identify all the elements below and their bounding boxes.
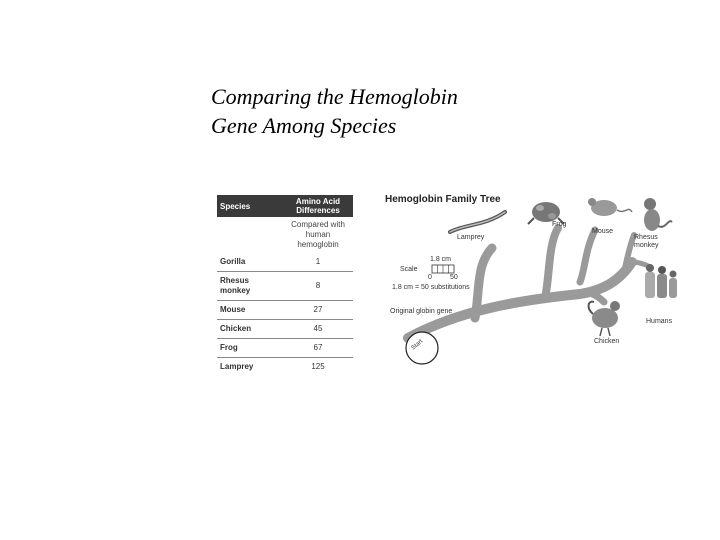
chicken-branch (590, 293, 604, 302)
header-species: Species (217, 195, 283, 217)
title-line-2: Gene Among Species (211, 113, 397, 138)
label-original-globin-gene: Original globin gene (390, 308, 453, 315)
lamprey-icon (450, 212, 505, 232)
chicken-icon (589, 301, 620, 336)
scale-length-label: 1.8 cm (430, 256, 452, 263)
hemoglobin-family-tree (380, 190, 680, 365)
amino-acid-table (217, 195, 353, 376)
label-humans: Humans (646, 318, 673, 325)
mouse-branch (580, 230, 595, 282)
value-cell: 1 (283, 253, 353, 272)
scale-label: Scale (400, 266, 418, 273)
rhesus-monkey-icon (644, 198, 672, 231)
species-cell: Chicken (217, 320, 283, 339)
table-row (217, 272, 353, 301)
circle-start-label: Start (410, 338, 425, 352)
frog-branch (545, 228, 558, 298)
value-cell: 125 (311, 362, 325, 371)
scale-note: 1.8 cm = 50 substitutions (392, 284, 470, 291)
table-row (217, 320, 353, 339)
slide-title (211, 82, 591, 140)
species-cell: Rhesus monkey (217, 272, 283, 301)
scale-tick-50: 50 (450, 274, 458, 281)
tree-title: Hemoglobin Family Tree (385, 194, 501, 205)
header-differences-line2: Differences (296, 206, 340, 215)
table-header-row (217, 195, 353, 217)
scale-tick-0: 0 (428, 274, 432, 281)
table-row (217, 253, 353, 272)
humans-icon (645, 264, 677, 298)
label-lamprey: Lamprey (457, 234, 485, 241)
species-cell: Lamprey (220, 362, 254, 371)
table-row (217, 339, 353, 358)
label-frog: Frog (552, 221, 567, 228)
value-cell: 45 (283, 320, 353, 339)
header-differences-line1: Amino Acid (295, 197, 341, 206)
table-subheader-row (217, 217, 353, 253)
species-cell: Mouse (217, 301, 283, 320)
mouse-icon (588, 198, 632, 216)
title-line-1: Comparing the Hemoglobin (211, 84, 458, 109)
tree-drawing (380, 190, 680, 365)
species-cell: Frog (217, 339, 283, 358)
scale-bar (432, 265, 454, 273)
value-cell: 27 (283, 301, 353, 320)
value-cell: 67 (283, 339, 353, 358)
label-rhesus-monkey: Rhesus monkey (634, 234, 659, 249)
table-row (217, 301, 353, 320)
table-row (217, 358, 353, 377)
subheader-compared: Compared with human hemoglobin (291, 220, 345, 249)
header-differences (283, 195, 353, 217)
label-mouse: Mouse (592, 228, 614, 235)
label-chicken: Chicken (594, 338, 620, 345)
species-cell: Gorilla (217, 253, 283, 272)
value-cell: 8 (283, 272, 353, 301)
